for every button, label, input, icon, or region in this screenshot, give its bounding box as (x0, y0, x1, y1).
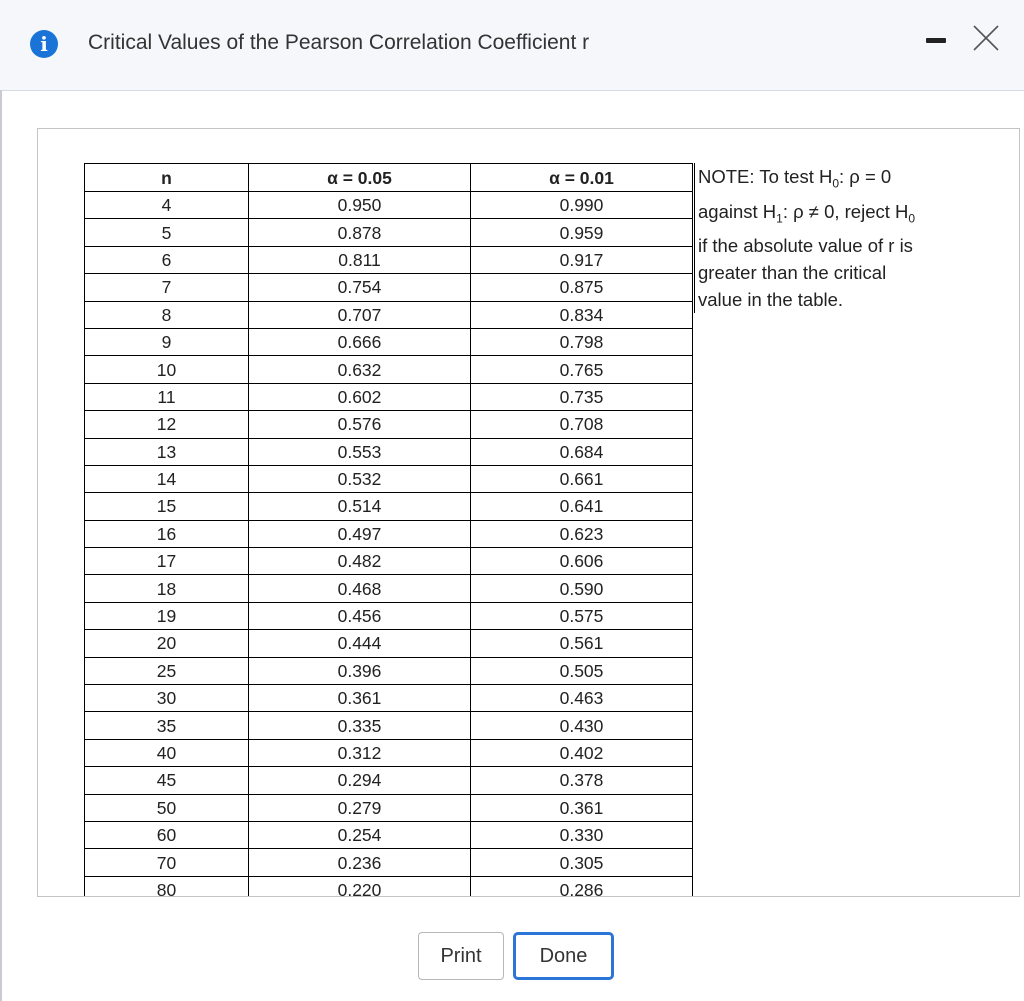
alpha-001-cell: 0.917 (471, 246, 693, 273)
alpha-001-cell: 0.875 (471, 274, 693, 301)
header-n: n (85, 164, 249, 192)
alpha-005-cell: 0.602 (249, 383, 471, 410)
alpha-005-cell: 0.456 (249, 602, 471, 629)
table-row (85, 520, 693, 547)
critical-values-table (84, 163, 693, 897)
table-row (85, 821, 693, 848)
alpha-001-cell: 0.661 (471, 465, 693, 492)
n-cell: 11 (85, 383, 249, 410)
n-cell: 9 (85, 328, 249, 355)
n-cell: 40 (85, 739, 249, 766)
alpha-005-cell: 0.532 (249, 465, 471, 492)
table-row (85, 274, 693, 301)
alpha-001-cell: 0.330 (471, 821, 693, 848)
done-button[interactable]: Done (513, 932, 614, 980)
n-cell: 17 (85, 548, 249, 575)
alpha-005-cell: 0.236 (249, 849, 471, 876)
alpha-005-cell: 0.396 (249, 657, 471, 684)
table-row (85, 219, 693, 246)
alpha-005-cell: 0.553 (249, 438, 471, 465)
alpha-005-cell: 0.878 (249, 219, 471, 246)
alpha-005-cell: 0.811 (249, 246, 471, 273)
n-cell: 6 (85, 246, 249, 273)
n-cell: 13 (85, 438, 249, 465)
alpha-001-cell: 0.286 (471, 876, 693, 897)
alpha-005-cell: 0.482 (249, 548, 471, 575)
n-cell: 45 (85, 767, 249, 794)
alpha-001-cell: 0.463 (471, 685, 693, 712)
header-alpha-005: α = 0.05 (249, 164, 471, 192)
note-line: if the absolute value of r is (698, 235, 913, 257)
alpha-001-cell: 0.505 (471, 657, 693, 684)
alpha-001-cell: 0.590 (471, 575, 693, 602)
n-cell: 12 (85, 411, 249, 438)
n-cell: 4 (85, 192, 249, 219)
alpha-001-cell: 0.641 (471, 493, 693, 520)
table-row (85, 301, 693, 328)
alpha-001-cell: 0.798 (471, 328, 693, 355)
alpha-005-cell: 0.514 (249, 493, 471, 520)
table-row (85, 192, 693, 219)
n-cell: 18 (85, 575, 249, 602)
window-title: Critical Values of the Pearson Correlation Coefficient r (88, 31, 590, 54)
minimize-icon[interactable] (926, 38, 946, 43)
table-row (85, 602, 693, 629)
table-row (85, 739, 693, 766)
alpha-001-cell: 0.834 (471, 301, 693, 328)
alpha-001-cell: 0.990 (471, 192, 693, 219)
table-header-row (85, 164, 693, 192)
print-button[interactable]: Print (418, 932, 504, 980)
left-rule (0, 90, 2, 1001)
n-cell: 30 (85, 685, 249, 712)
alpha-001-cell: 0.361 (471, 794, 693, 821)
note-line: value in the table. (698, 289, 844, 311)
table-row (85, 876, 693, 897)
alpha-005-cell: 0.576 (249, 411, 471, 438)
alpha-005-cell: 0.335 (249, 712, 471, 739)
content-frame[interactable] (37, 128, 1020, 897)
note-line: against $H_1$: ρ ≠ 0, reject $H_0$ (698, 200, 916, 226)
alpha-001-cell: 0.378 (471, 767, 693, 794)
n-cell: 60 (85, 821, 249, 848)
alpha-001-cell: 0.430 (471, 712, 693, 739)
table-row (85, 657, 693, 684)
n-cell: 14 (85, 465, 249, 492)
table-row (85, 712, 693, 739)
alpha-001-cell: 0.402 (471, 739, 693, 766)
alpha-005-cell: 0.294 (249, 767, 471, 794)
alpha-005-cell: 0.254 (249, 821, 471, 848)
alpha-005-cell: 0.279 (249, 794, 471, 821)
table-row (85, 685, 693, 712)
alpha-005-cell: 0.707 (249, 301, 471, 328)
n-cell: 19 (85, 602, 249, 629)
alpha-005-cell: 0.950 (249, 192, 471, 219)
note-line: NOTE: To test $H_0$: ρ = 0 (698, 166, 892, 191)
n-cell: 70 (85, 849, 249, 876)
n-cell: 15 (85, 493, 249, 520)
n-cell: 5 (85, 219, 249, 246)
alpha-001-cell: 0.561 (471, 630, 693, 657)
alpha-001-cell: 0.305 (471, 849, 693, 876)
n-cell: 80 (85, 876, 249, 897)
alpha-005-cell: 0.754 (249, 274, 471, 301)
table-row (85, 630, 693, 657)
table-row (85, 438, 693, 465)
note-line: greater than the critical (698, 262, 887, 284)
alpha-005-cell: 0.468 (249, 575, 471, 602)
alpha-001-cell: 0.623 (471, 520, 693, 547)
alpha-001-cell: 0.606 (471, 548, 693, 575)
table-row (85, 411, 693, 438)
title-bar (0, 0, 1024, 91)
alpha-005-cell: 0.666 (249, 328, 471, 355)
close-icon[interactable] (972, 24, 1000, 52)
table-row (85, 493, 693, 520)
table-row (85, 465, 693, 492)
alpha-005-cell: 0.361 (249, 685, 471, 712)
n-cell: 10 (85, 356, 249, 383)
alpha-005-cell: 0.444 (249, 630, 471, 657)
table-row (85, 849, 693, 876)
table-row (85, 246, 693, 273)
n-cell: 8 (85, 301, 249, 328)
note-text (694, 163, 998, 313)
alpha-001-cell: 0.735 (471, 383, 693, 410)
n-cell: 35 (85, 712, 249, 739)
alpha-005-cell: 0.312 (249, 739, 471, 766)
n-cell: 7 (85, 274, 249, 301)
alpha-001-cell: 0.959 (471, 219, 693, 246)
alpha-001-cell: 0.575 (471, 602, 693, 629)
alpha-005-cell: 0.497 (249, 520, 471, 547)
header-alpha-001: α = 0.01 (471, 164, 693, 192)
table-row (85, 383, 693, 410)
alpha-001-cell: 0.765 (471, 356, 693, 383)
table-row (85, 548, 693, 575)
table-row (85, 767, 693, 794)
alpha-005-cell: 0.632 (249, 356, 471, 383)
n-cell: 16 (85, 520, 249, 547)
alpha-005-cell: 0.220 (249, 876, 471, 897)
n-cell: 50 (85, 794, 249, 821)
table-row (85, 356, 693, 383)
table-row (85, 328, 693, 355)
alpha-001-cell: 0.684 (471, 438, 693, 465)
table-row (85, 794, 693, 821)
table-row (85, 575, 693, 602)
n-cell: 25 (85, 657, 249, 684)
n-cell: 20 (85, 630, 249, 657)
alpha-001-cell: 0.708 (471, 411, 693, 438)
info-icon: i (30, 30, 58, 58)
